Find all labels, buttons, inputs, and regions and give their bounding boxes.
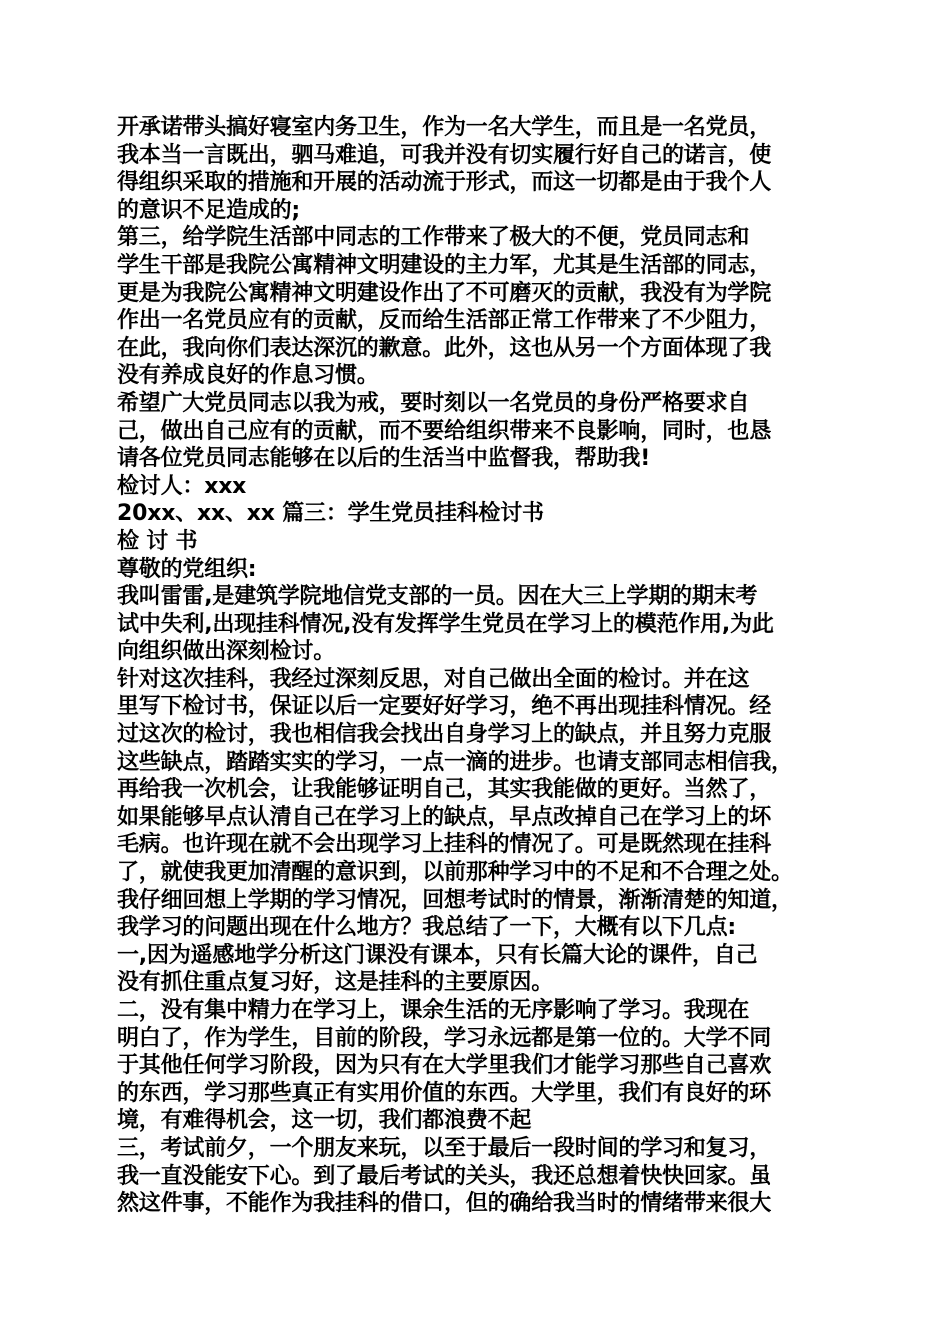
text-line: 我仔细回想上学期的学习情况，回想考试时的情景，渐渐清楚的知道，	[117, 887, 793, 913]
text-line: 境，有难得机会，这一切，我们都浪费不起	[117, 1108, 532, 1134]
text-line: 三，考试前夕，一个朋友来玩，以至于最后一段时间的学习和复习，	[117, 1135, 772, 1161]
text-line: 更是为我院公寓精神文明建设作出了不可磨灭的贡献，我没有为学院	[117, 280, 772, 306]
text-line: 作出一名党员应有的贡献，反而给生活部正常工作带来了不少阻力，	[117, 308, 772, 334]
text-line: 这些缺点，踏踏实实的学习，一点一滴的进步。也请支部同志相信我，	[117, 749, 793, 775]
text-line: 于其他任何学习阶段，因为只有在大学里我们才能学习那些自己喜欢	[117, 1053, 772, 1079]
text-line: 过这次的检讨，我也相信我会找出自身学习上的缺点，并且努力克服	[117, 722, 772, 748]
text-line: 试中失利,出现挂科情况,没有发挥学生党员在学习上的模范作用,为此	[117, 611, 774, 637]
salutation: 尊敬的党组织:	[117, 556, 257, 582]
text-line: 的意识不足造成的;	[117, 197, 300, 223]
text-line: 毛病。也许现在就不会出现学习上挂科的情况了。可是既然现在挂科	[117, 832, 772, 858]
text-line: 如果能够早点认清自己在学习上的缺点，早点改掉自己在学习上的坏	[117, 804, 772, 830]
text-line: 再给我一次机会，让我能够证明自己，其实我能做的更好。当然了，	[117, 777, 772, 803]
text-line: 请各位党员同志能够在以后的生活当中监督我，帮助我!	[117, 446, 651, 472]
text-line: 第三，给学院生活部中同志的工作带来了极大的不便，党员同志和	[117, 225, 750, 251]
text-line: 的东西，学习那些真正有实用价值的东西。大学里，我们有良好的环	[117, 1080, 772, 1106]
signature-line: 检讨人：xxx	[117, 473, 247, 499]
text-line: 我叫雷雷,是建筑学院地信党支部的一员。因在大三上学期的期末考	[117, 584, 758, 610]
text-line: 我一直没能安下心。到了最后考试的关头，我还总想着快快回家。虽	[117, 1163, 772, 1189]
text-line: 在此，我向你们表达深沉的歉意。此外，这也从另一个方面体现了我	[117, 335, 772, 361]
text-line: 希望广大党员同志以我为戒，要时刻以一名党员的身份严格要求自	[117, 390, 750, 416]
text-line: 学生干部是我院公寓精神文明建设的主力军，尤其是生活部的同志，	[117, 252, 772, 278]
text-line: 然这件事，不能作为我挂科的借口，但的确给我当时的情绪带来很大	[117, 1191, 772, 1217]
text-line: 没有抓住重点复习好，这是挂科的主要原因。	[117, 970, 554, 996]
text-line: 我学习的问题出现在什么地方？我总结了一下，大概有以下几点:	[117, 915, 737, 941]
text-line: 向组织做出深刻检讨。	[117, 639, 336, 665]
text-line: 己，做出自己应有的贡献，而不要给组织带来不良影响，同时，也恳	[117, 418, 772, 444]
text-line: 一,因为遥感地学分析这门课没有课本，只有长篇大论的课件，自己	[117, 942, 758, 968]
text-line: 得组织采取的措施和开展的活动流于形式，而这一切都是由于我个人	[117, 170, 772, 196]
text-line: 二，没有集中精力在学习上，课余生活的无序影响了学习。我现在	[117, 998, 750, 1023]
text-line: 开承诺带头搞好寝室内务卫生，作为一名大学生，而且是一名党员，	[117, 115, 772, 140]
text-line: 针对这次挂科，我经过深刻反思，对自己做出全面的检讨。并在这	[117, 666, 750, 692]
document-title: 检 讨 书	[117, 528, 198, 554]
section-heading-line: 20xx、xx、xx 篇三：学生党员挂科检讨书	[117, 501, 544, 527]
text-line: 我本当一言既出，驷马难追，可我并没有切实履行好自己的诺言，使	[117, 142, 772, 168]
text-line: 里写下检讨书，保证以后一定要好好学习，绝不再出现挂科情况。经	[117, 694, 772, 720]
document-body	[117, 114, 847, 1218]
text-line: 明白了，作为学生，目前的阶段，学习永远都是第一位的。大学不同	[117, 1025, 772, 1051]
text-line: 了，就使我更加清醒的意识到，以前那种学习中的不足和不合理之处。	[117, 860, 793, 886]
text-line: 没有养成良好的作息习惯。	[117, 363, 379, 389]
